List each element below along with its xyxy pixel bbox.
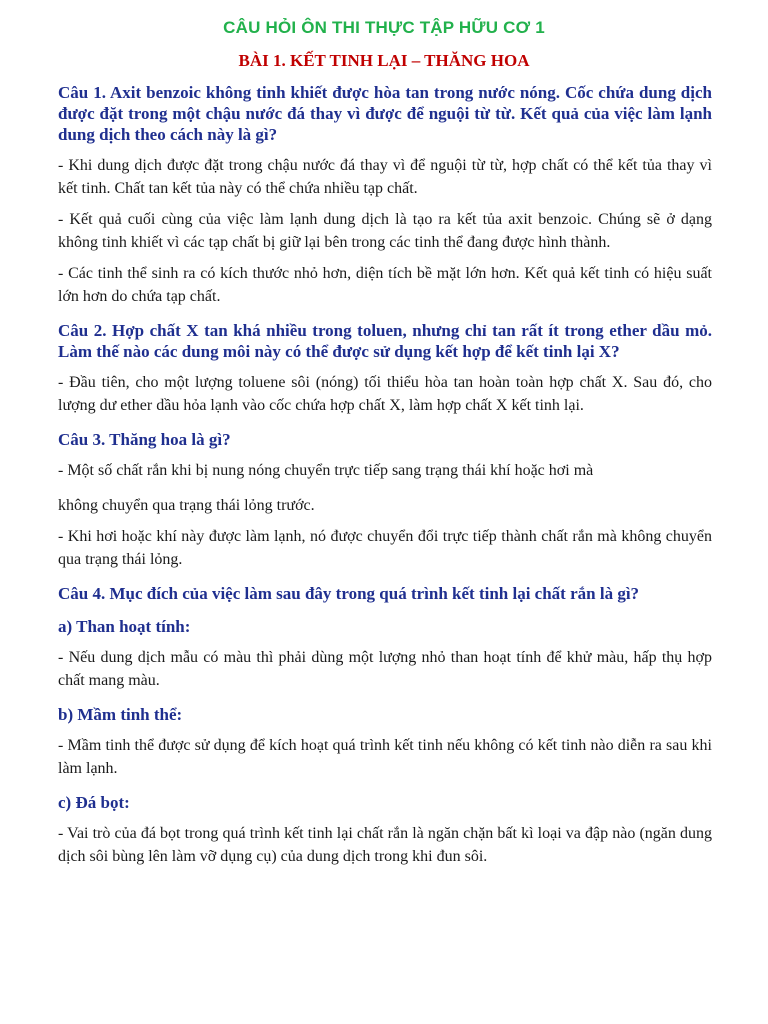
question-4: Câu 4. Mục đích của việc làm sau đây trong quá trình kết tinh lại chất rắn là gì? <box>58 584 640 603</box>
question-2: Câu 2. Hợp chất X tan khá nhiều trong toluen, nhưng chỉ tan rất ít trong ether dầu mỏ. Làm thế nào các dung môi này có thể được sử dụng kết hợp để kết tinh lại X? <box>58 321 712 361</box>
answer-1-3: - Các tinh thể sinh ra có kích thước nhỏ hơn, diện tích bề mặt lớn hơn. Kết quả kết tinh có hiệu suất lớn hơn do chứa tạp chất. <box>58 265 712 305</box>
answer-4a: - Nếu dung dịch mẫu có màu thì phải dùng một lượng nhỏ than hoạt tính để khử màu, hấp thụ hợp chất mang màu. <box>58 649 712 689</box>
answer-4c: - Vai trò của đá bọt trong quá trình kết tinh lại chất rắn là ngăn chặn bất kì loại va đập nào (ngăn dung dịch sôi bùng lên làm vỡ dụng cụ) của dung dịch trong khi đun sôi. <box>58 825 712 865</box>
question-4c: c) Đá bọt: <box>58 793 130 812</box>
lesson-title: BÀI 1. KẾT TINH LẠI – THĂNG HOA <box>238 51 530 70</box>
answer-3-2: không chuyển qua trạng thái lỏng trước. <box>58 497 315 514</box>
answer-3-3: - Khi hơi hoặc khí này được làm lạnh, nó được chuyển đổi trực tiếp thành chất rắn mà không chuyển qua trạng thái lỏng. <box>58 528 712 568</box>
document-title: CÂU HỎI ÔN THI THỰC TẬP HỮU CƠ 1 <box>223 18 545 37</box>
question-4a: a) Than hoạt tính: <box>58 617 191 636</box>
answer-1-1: - Khi dung dịch được đặt trong chậu nước đá thay vì để nguội từ từ, hợp chất có thể kết tủa thay vì kết tinh. Chất tan kết tủa này có thể chứa nhiều tạp chất. <box>58 157 712 197</box>
answer-2-1: - Đầu tiên, cho một lượng toluene sôi (nóng) tối thiểu hòa tan hoàn toàn hợp chất X. Sau đó, cho lượng dư ether dầu hỏa lạnh vào cốc chứa hợp chất X, làm hợp chất X kết tinh lại. <box>58 374 712 414</box>
answer-3-1: - Một số chất rắn khi bị nung nóng chuyển trực tiếp sang trạng thái khí hoặc hơi mà <box>58 462 594 479</box>
document-body <box>58 82 712 876</box>
question-4b: b) Mầm tinh thể: <box>58 705 183 724</box>
answer-1-2: - Kết quả cuối cùng của việc làm lạnh dung dịch là tạo ra kết tủa axit benzoic. Chúng sẽ ở dạng không tinh khiết vì các tạp chất bị giữ lại bên trong các tinh thể đang được hình thành. <box>58 211 712 251</box>
answer-4b: - Mầm tinh thể được sử dụng để kích hoạt quá trình kết tinh nếu không có kết tinh nào diễn ra sau khi làm lạnh. <box>58 737 712 777</box>
question-1: Câu 1. Axit benzoic không tinh khiết được hòa tan trong nước nóng. Cốc chứa dung dịch được đặt trong một chậu nước đá thay vì được để nguội từ từ. Kết quả của việc làm lạnh dung dịch theo cách này là gì? <box>58 83 712 144</box>
question-3: Câu 3. Thăng hoa là gì? <box>58 430 231 449</box>
